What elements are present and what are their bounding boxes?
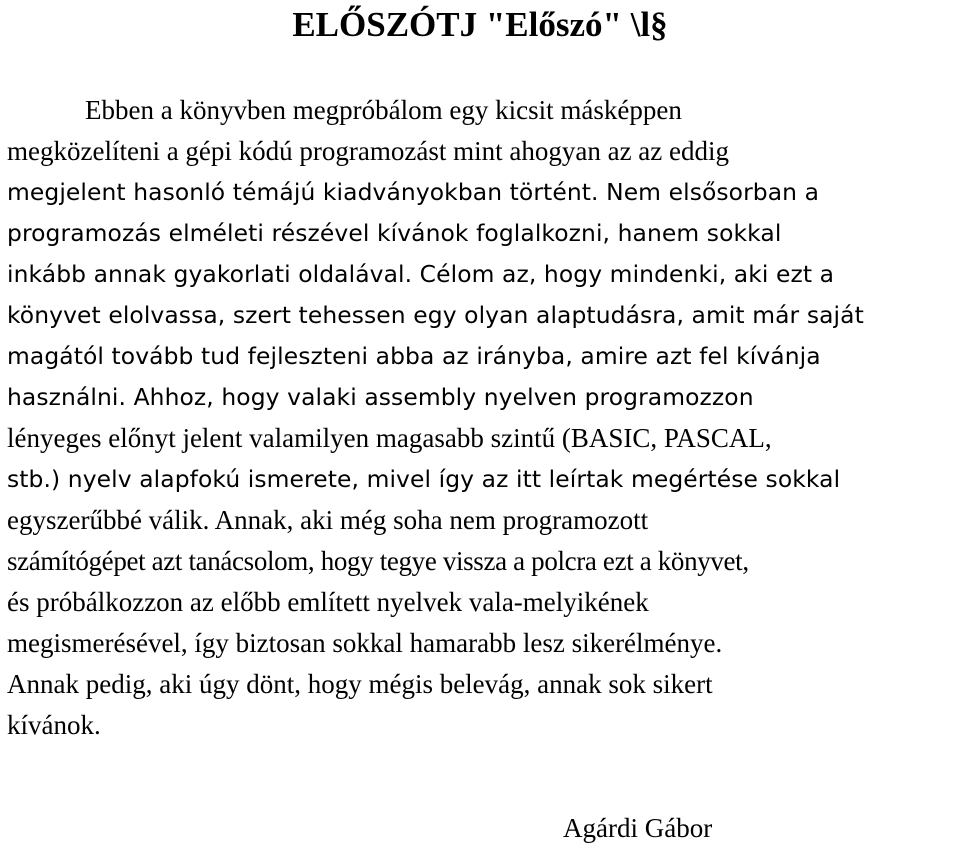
text-line: és próbálkozzon az előbb említett nyelvek vala-melyikének (7, 587, 649, 617)
text-line: stb.) nyelv alapfokú ismerete, mivel így az itt leírtak megértése sokkal (7, 465, 841, 493)
text-line: megismerésével, így biztosan sokkal hamarabb lesz sikerélménye. (7, 628, 723, 658)
text-line: megjelent hasonló témájú kiadványokban történt. Nem elsősorban a (7, 178, 820, 206)
author-signature: Agárdi Gábor (563, 813, 713, 843)
text-line: könyvet elolvassa, szert tehessen egy olyan alaptudásra, amit már saját (7, 301, 864, 329)
text-line: számítógépet azt tanácsolom, hogy tegye vissza a polcra ezt a könyvet, (7, 546, 749, 576)
text-line: Ebben a könyvben megpróbálom egy kicsit másképpen (85, 95, 682, 125)
preface-body (7, 90, 957, 746)
text-line: programozás elméleti részével kívánok foglalkozni, hanem sokkal (7, 219, 782, 247)
page-title: ELŐSZÓTJ "Előszó" \l§ (292, 5, 668, 44)
text-line: magától tovább tud fejleszteni abba az irányba, amire azt fel kívánja (7, 342, 821, 370)
text-line: egyszerűbbé válik. Annak, aki még soha nem programozott (7, 505, 649, 535)
text-line: megközelíteni a gépi kódú programozást mint ahogyan az az eddig (7, 136, 729, 166)
text-line: használni. Ahhoz, hogy valaki assembly nyelven programozzon (7, 383, 754, 411)
text-line: kívánok. (7, 710, 101, 740)
text-line: Annak pedig, aki úgy dönt, hogy mégis belevág, annak sok sikert (7, 669, 713, 699)
text-line: lényeges előnyt jelent valamilyen magasabb szintű (BASIC, PASCAL, (7, 423, 772, 453)
text-line: inkább annak gyakorlati oldalával. Célom az, hogy mindenki, aki ezt a (7, 260, 835, 288)
